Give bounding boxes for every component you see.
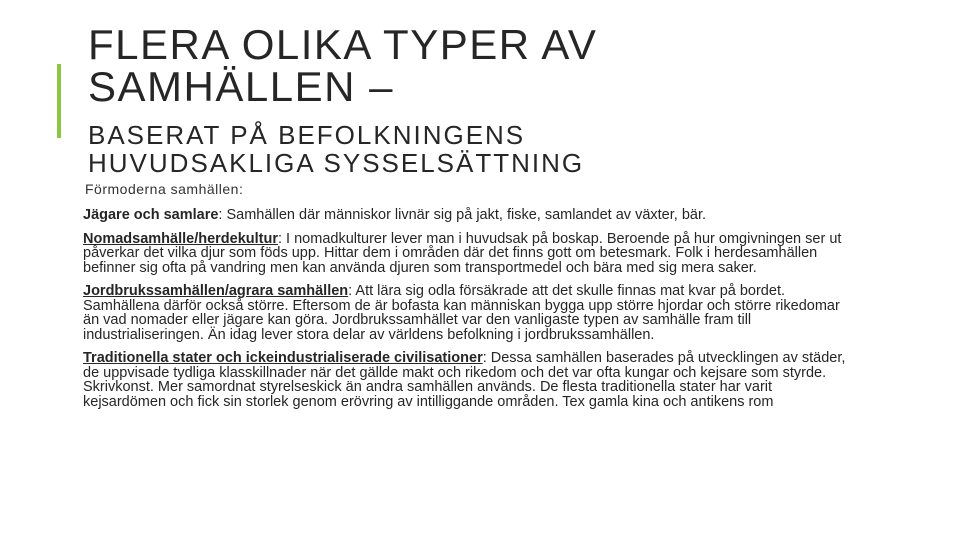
slide-subtitle-line-2: HUVUDSAKLIGA SYSSELSÄTTNING: [88, 148, 585, 178]
term-agrarian-society: Jordbrukssamhällen/agrara samhällen: [83, 283, 349, 299]
slide-subtitle: [88, 121, 584, 177]
text-agrarian-society: : Att lära sig odla försäkrade att det skulle finnas mat kvar på bordet. Samhällena därför också större. Eftersom de är bofasta kan människan bygga upp större hjordar och större rikedomar än vad nomader eller jägare kan göra. Jordbrukssamhället var den vanligaste typen av samhälle fram till industrialiseringen. Än idag lever stora delar av världens befolkning i jordbrukssamhällen.: [83, 283, 840, 343]
term-hunter-gatherers: Jägare och samlare: [83, 207, 219, 223]
term-traditional-states: Traditionella stater och ickeindustrialiserade civilisationer: [83, 350, 483, 366]
accent-bar: [57, 64, 61, 138]
slide-body: [83, 208, 853, 418]
slide-title-line-1: FLERA OLIKA TYPER AV: [88, 21, 598, 68]
paragraph-traditional-states: [83, 351, 853, 409]
text-traditional-states: : Dessa samhällen baserades på utvecklingen av städer, de uppvisade tydliga klasskillnader när det gällde makt och rikedom och det var ofta kungar och kejsare som styrde. Skrivkonst. Mer samordnat styrelseskick än andra samhällen används. De flesta traditionella stater har varit kejsardömen och fick sin storlek genom erövring av intilliggande områden. Tex gamla kina och antikens rom: [83, 350, 846, 410]
term-nomadic-society: Nomadsamhälle/herdekultur: [83, 230, 278, 247]
text-hunter-gatherers: : Samhällen där människor livnär sig på jakt, fiske, samlandet av växter, bär.: [218, 207, 707, 223]
slide-title: [88, 21, 598, 110]
slide-subtitle-line-1: BASERAT PÅ BEFOLKNINGENS: [88, 120, 526, 150]
intro-text: Förmoderna samhällen:: [85, 181, 244, 197]
slide-title-line-2: SAMHÄLLEN –: [88, 63, 394, 110]
paragraph-agrarian-society: [83, 284, 853, 342]
text-nomadic-society: : I nomadkulturer lever man i huvudsak på boskap. Beroende på hur omgivningen ser ut påverkar det vilka djur som föds upp. Hittar dem i områden där det finns gott om betesmark. Folk i herdesamhällen befinner sig ofta på vandring men kan använda djuren som transportmedel och bära med sig mera saker.: [83, 230, 842, 276]
paragraph-hunter-gatherers: [83, 208, 853, 223]
paragraph-nomadic-society: [83, 232, 853, 276]
